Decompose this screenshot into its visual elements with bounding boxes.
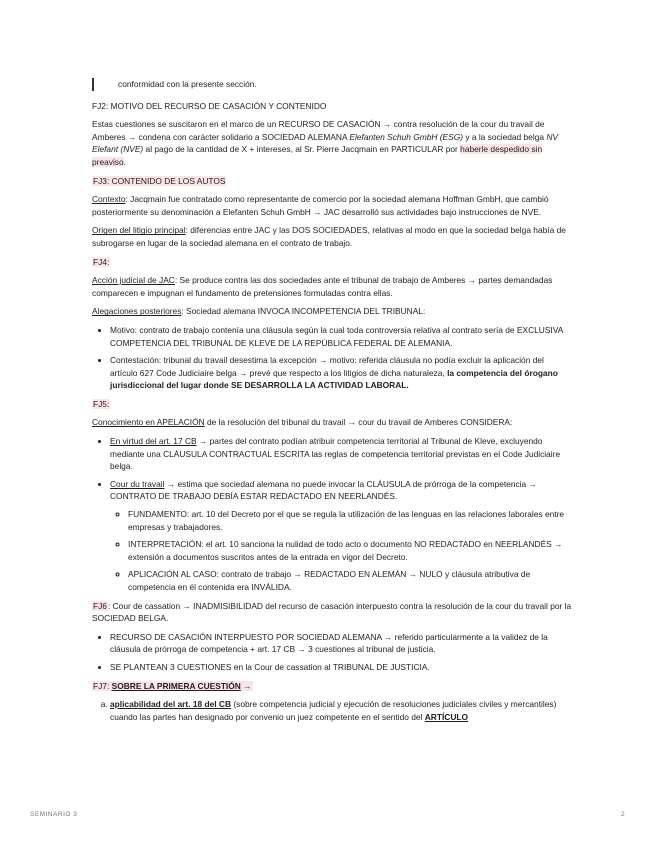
cour-label: Cour du travail <box>110 478 165 489</box>
fj7-heading <box>92 681 253 691</box>
fj5-conocimiento <box>92 416 572 429</box>
alegaciones-label: Alegaciones posteriores <box>92 306 182 317</box>
accion-label: Acción judicial de JAC <box>92 275 175 286</box>
page-number: 2 <box>621 811 625 818</box>
fj4-alegaciones <box>92 305 572 318</box>
list-item <box>110 435 572 473</box>
contestacion-text: Contestación: tribunal du travail desestima la excepción → motivo: referida cláusula no podía excluir la aplicación del artículo 627 Code Judiciaire belga → prevé que respecto a los litigios de dicha naturaleza, <box>110 355 544 378</box>
fj7-list <box>92 698 572 723</box>
contexto-label: Contexto <box>92 194 126 205</box>
list-item <box>110 698 572 723</box>
art18-text: (sobre competencia judicial y ejecución de resoluciones judiciales civiles y mercantiles) cuando las partes han designado por convenio un juez competente en el sentido del <box>110 699 557 722</box>
conocimiento-text: de la resolución del tribunal du travail → cour du travail de Amberes CONSIDERA: <box>204 417 513 428</box>
art18-label: aplicabilidad del art. 18 del CB <box>110 699 232 710</box>
intro-text: conformidad con la presente sección. <box>118 79 257 89</box>
fj2-paragraph <box>92 118 572 168</box>
document-body <box>92 78 572 729</box>
contexto-text: : Jacqmain fue contratado como representante de comercio por la sociedad alemana Hoffman GmbH, que cambió posteriormente su denominación a Elefanten Schuh GmbH → JAC desarrolló sus actividades bajo instrucciones de NVE. <box>92 194 549 217</box>
fj2-text-3: y a la sociedad belga <box>463 131 547 142</box>
fj2-text-1: Estas cuestiones se suscitaron en el marco de un RECURSO DE CASACIÓN → contra resolución de la cour du travail de Amberes → condena con carácter solidario a SOCIEDAD ALEMANA <box>92 119 545 142</box>
alegaciones-text: : Sociedad alemana INVOCA INCOMPETENCIA DEL TRIBUNAL: <box>181 306 426 317</box>
fj6-heading: FJ6 <box>93 600 107 611</box>
list-item: • SE PLANTEAN 3 CUESTIONES en la Cour de cassation al TRIBUNAL DE JUSTICIA. <box>110 661 572 674</box>
fj7-heading-prefix: FJ7: <box>93 680 112 691</box>
accion-text: : Se produce contra las dos sociedades ante el tribunal de trabajo de Amberes → partes demandadas comparecen e impugnan el fundamento de pretensiones formuladas contra ellas. <box>92 275 553 298</box>
fj2-heading: FJ2: MOTIVO DEL RECURSO DE CASACIÓN Y CONTENIDO <box>92 100 327 111</box>
conocimiento-label: Conocimiento en APELACIÓN <box>92 417 205 428</box>
sub-list-item: ◦ APLICACIÓN AL CASO: contrato de trabajo → REDACTADO EN ALEMÁN → NULO y cláusula atributiva de competencia en él contenida era INVÁLIDA. <box>128 568 572 593</box>
fj5-list <box>92 435 572 594</box>
list-item: • Motivo: contrato de trabajo contenía una cláusula según la cual toda controversia relativa al contrato sería de EXCLUSIVA COMPETENCIA DEL TRIBUNAL DE KLEVE DE LA REPÚBLICA FEDERAL DE ALEMANIA. <box>110 324 572 349</box>
fj7-heading-arrow: → <box>240 680 252 691</box>
fj5-heading-line <box>92 398 572 411</box>
art17-label: En virtud del art. 17 CB <box>110 436 197 447</box>
fj2-text-7: . <box>123 156 126 167</box>
continuation-line <box>92 78 572 91</box>
fj3-contexto <box>92 193 572 218</box>
origen-label: Origen del litigio principal <box>92 225 186 236</box>
list-item: • RECURSO DE CASACIÓN INTERPUESTO POR SOCIEDAD ALEMANA → referido particularmente a la validez de la cláusula de prórroga de competencia + art. 17 CB → 3 cuestiones al tribunal de justicia. <box>110 631 572 656</box>
contestacion-bold: la competencia del órogano jurisdiccional del lugar donde SE DESARROLLA LA ACTIVIDAD LABORAL. <box>110 367 558 391</box>
art17-text: → partes del contrato podían atribuir competencia territorial al Tribunal de Kleve, excluyendo mediante una CLÁUSULA CONTRACTUAL ESCRITA las reglas de competencia territorial previstas en el Code Judiciaire belga. <box>110 436 561 472</box>
sub-list-item: ◦ FUNDAMENTO: art. 10 del Decreto por el que se regula la utilización de las lenguas en las relaciones laborales entre empresas y trabajadores. <box>128 508 572 533</box>
fj2-text-5: al pago de la cantidad de X + intereses, al Sr. Pierre Jacqmain en PARTICULAR por <box>143 144 461 155</box>
list-item <box>110 478 572 594</box>
fj4-heading-line <box>92 256 572 269</box>
fj5-heading: FJ5: <box>93 398 110 409</box>
fj6-text: : Cour de cassation → INADMISIBILIDAD del recurso de casación interpuesto contra la resolución de la cour du travail por la SOCIEDAD BELGA. <box>92 600 572 624</box>
cour-text: → estima que sociedad alemana no puede invocar la CLÁUSULA de prórroga de la competencia → CONTRATO DE TRABAJO DEBÍA ESTAR REDACTADO EN NEERLANDÉS. <box>110 478 537 502</box>
fj3-heading-line <box>92 175 572 188</box>
articulo-word: ARTÍCULO <box>424 711 469 722</box>
footer-section-label: SEMINARIO 3 <box>30 811 78 818</box>
fj5-sublist <box>110 508 572 594</box>
fj7-heading-line <box>92 680 572 693</box>
fj7-heading-title: SOBRE LA PRIMERA CUESTIÓN <box>111 680 241 691</box>
fj2-highlight: haberle despedido sin preaviso <box>92 144 543 167</box>
origen-text: : diferencias entre JAC y las DOS SOCIEDADES, relativas al modo en que la sociedad belga había de subrogarse en lugar de la sociedad alemana en el contrato de trabajo. <box>92 225 566 248</box>
fj6-paragraph <box>92 600 572 625</box>
fj4-accion <box>92 274 572 299</box>
fj4-list <box>92 324 572 392</box>
fj3-origen <box>92 224 572 249</box>
fj6-list <box>92 631 572 674</box>
list-item <box>110 354 572 392</box>
continuation-bar <box>92 78 94 91</box>
fj4-heading: FJ4: <box>93 256 110 267</box>
sub-list-item: ◦ INTERPRETACIÓN: el art. 10 sanciona la nulidad de todo acto o documento NO REDACTADO en NEERLANDÉS → extensión a documentos suscritos antes de la entrada en vigor del Decreto. <box>128 538 572 563</box>
fj2-company-esg: Elefanten Schuh GmbH (ESG) <box>349 131 463 142</box>
fj2-company-nve: NV Elefant (NVE) <box>92 131 558 155</box>
fj3-heading: FJ3: CONTENIDO DE LOS AUTOS <box>93 175 226 186</box>
